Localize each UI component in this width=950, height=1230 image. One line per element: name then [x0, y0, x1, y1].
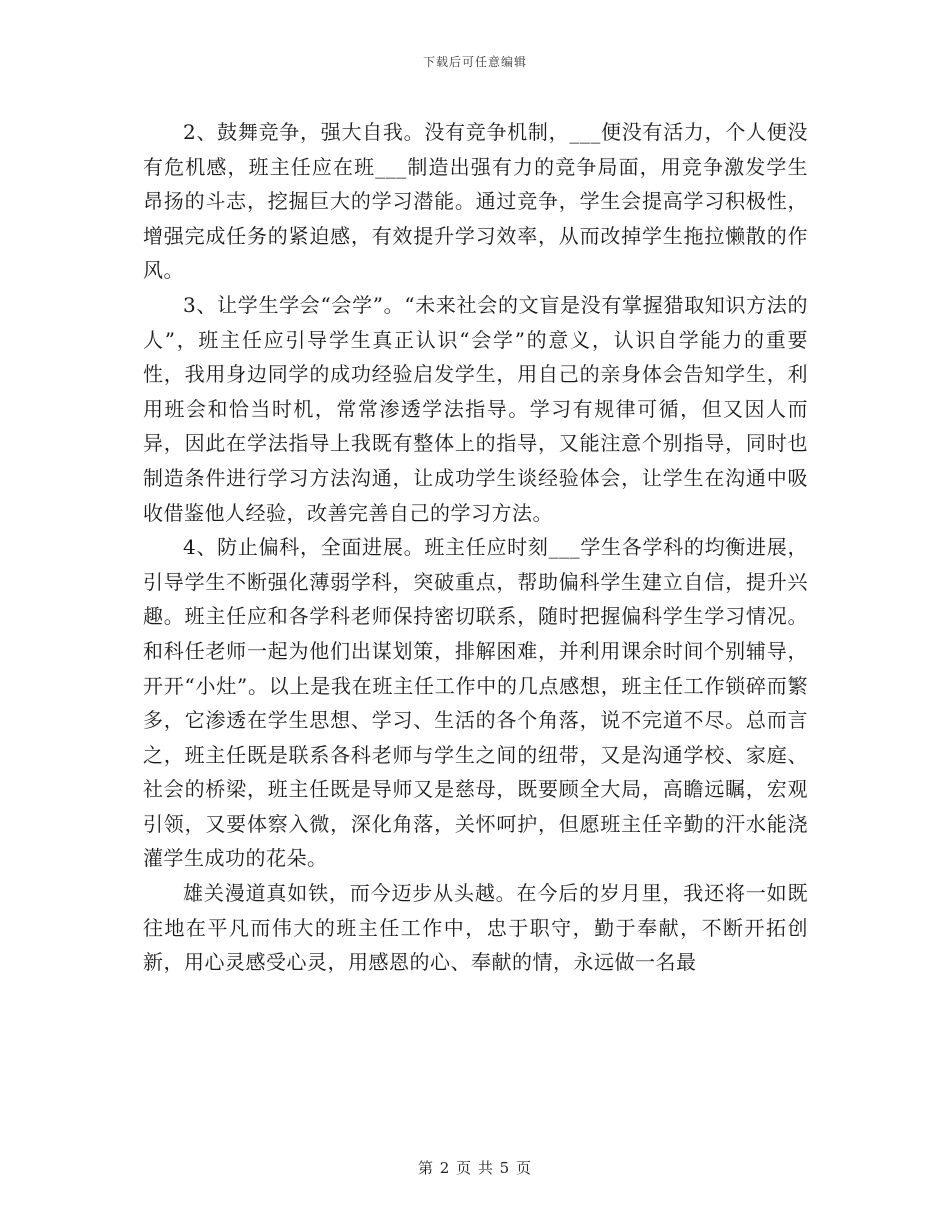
page-header: 下载后可任意编辑: [422, 55, 527, 69]
paragraph-learn-to-learn: 3、让学生学会“会学”。“未来社会的文盲是没有掌握猎取知识方法的人”，班主任应引导学生真正认识“会学”的意义，认识自学能力的重要性，我用身边同学的成功经验启发学生，用自己的亲身体会告知学生，利用班会和恰当时机，常常渗透学法指导。学习有规律可循，但又因人而异，因此在学法指导上我既有整体上的指导，又能注意个别指导，同时也制造条件进行学习方法沟通，让成功学生谈经验体会，让学生在沟通中吸收借鉴他人经验，改善完善自己的学习方法。: [143, 292, 808, 525]
page-footer: 第 2 页 共 5 页: [418, 1159, 532, 1177]
paragraph-conclusion: 雄关漫道真如铁，而今迈步从头越。在今后的岁月里，我还将一如既往地在平凡而伟大的班主任工作中，忠于职守，勤于奉献，不断开拓创新，用心灵感受心灵，用感恩的心、奉献的情，永远做一名最: [143, 881, 808, 975]
paragraph-competition: 2、鼓舞竞争，强大自我。没有竞争机制，___便没有活力，个人便没有危机感，班主任应在班___制造出强有力的竞争局面，用竞争激发学生昂扬的斗志，挖掘巨大的学习潜能。通过竞争，学生会提高学习积极性，增强完成任务的紧迫感，有效提升学习效率，从而改掉学生拖拉懒散的作风。: [143, 120, 808, 283]
document-body: [143, 115, 808, 980]
paragraph-avoid-partial-subjects: 4、防止偏科，全面进展。班主任应时刻___学生各学科的均衡进展，引导学生不断强化薄弱学科，突破重点，帮助偏科学生建立自信，提升兴趣。班主任应和各学科老师保持密切联系，随时把握偏科学生学习情况。和科任老师一起为他们出谋划策，排解困难，并利用课余时间个别辅导，开开“小灶”。以上是我在班主任工作中的几点感想，班主任工作锁碎而繁多，它渗透在学生思想、学习、生活的各个角落，说不完道不尽。总而言之，班主任既是联系各科老师与学生之间的纽带，又是沟通学校、家庭、社会的桥梁，班主任既是导师又是慈母，既要顾全大局，高瞻远瞩，宏观引领，又要体察入微，深化角落，关怀呵护，但愿班主任辛勤的汗水能浇灌学生成功的花朵。: [143, 535, 808, 871]
